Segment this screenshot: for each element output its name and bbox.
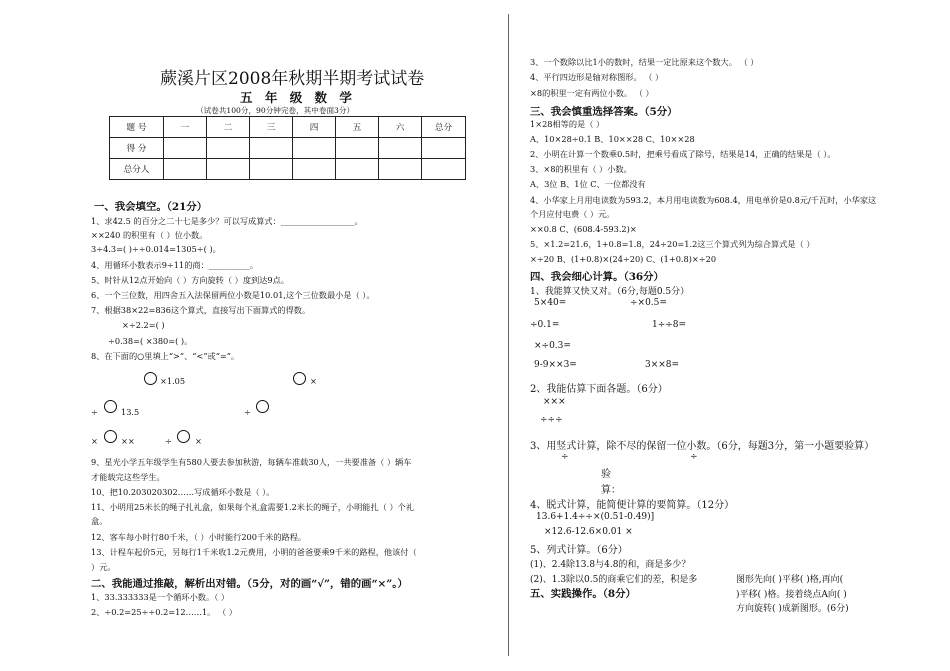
compare-circle[interactable] [104, 400, 117, 413]
expression-row: ×12.6-12.6×0.01 × [544, 527, 633, 537]
score-cell[interactable] [379, 138, 422, 159]
question-6: 6、一个三位数，用四舍五入法保留两位小数是10.01,这个三位数最小是（ ）。 [91, 290, 375, 300]
practice-text: 方向旋转( )成新图形。(6分) [736, 604, 849, 614]
question-4: 4、用循环小数表示9÷11的商：__________。 [91, 260, 258, 270]
score-table-header-row [110, 117, 466, 138]
calc-3-title: 3、用竖式计算，除不尽的保留一位小数。（6分，每题3分，第一小题要验算） [530, 441, 875, 452]
choice-4-options: ××0.8 C、(608.4-593.2)× [530, 224, 637, 234]
verify-label: 验 [601, 469, 611, 480]
question-9: 9、星光小学五年级学生有580人要去参加秋游，每辆车准载30人，一共要准备（ ）辆车 [91, 457, 412, 467]
score-cell[interactable] [293, 138, 336, 159]
exam-note: （试卷共100分，90分钟完卷，其中卷面3分） [196, 106, 355, 115]
score-cell[interactable] [250, 159, 293, 180]
exam-title: 蕨溪片区2008年秋期半期考试试卷 [160, 69, 425, 89]
compare-expr: × [310, 376, 317, 386]
question-12: 12、客车每小时行80千米，（ ）小时能行200千米的路程。 [91, 532, 307, 542]
question-11-cont: 盒。 [91, 516, 108, 526]
row-label: 总分人 [110, 159, 164, 180]
choice-1: 1×28相等的是（ ） [530, 119, 605, 129]
question-10: 10、把10.203020302……写成循环小数是（ ）。 [91, 487, 275, 497]
calc-4-title: 4、脱式计算，能简便计算的要简算。（12分） [530, 500, 735, 511]
calc-item: 9-9××3= [534, 360, 577, 370]
section-2-title: 二、我能通过推敲，解析出对错。（5分，对的画“√”，错的画“×”。） [91, 578, 408, 590]
judge-4: 4、平行四边形是轴对称图形。 （ ） [530, 72, 664, 82]
compare-expr: × [195, 436, 202, 446]
compare-expr: ×× [121, 436, 135, 446]
score-cell[interactable] [336, 159, 379, 180]
compare-expr: 13.5 [121, 407, 140, 417]
question-13: 13、计程车起价5元，另每行1千米收1.2元费用，小明的爸爸要乘9千米的路程，他该付（ [91, 547, 417, 557]
verify-label-2: 算： [601, 485, 621, 496]
column-divider [508, 14, 509, 656]
compare-circle[interactable] [104, 430, 117, 443]
header-cell: 二 [207, 117, 250, 138]
practice-text: 图形先向( )平移( )格,再向( [736, 575, 844, 585]
judge-1: 1、33.333333是一个循环小数。（ ） [91, 592, 230, 602]
header-cell: 一 [164, 117, 207, 138]
question-11: 11、小明用25米长的绳子扎礼盒，如果每个礼盒需要1.2米长的绳子，小明能扎（ ）个礼 [91, 502, 415, 512]
calc-item: 1÷÷8= [652, 320, 687, 330]
judge-2: 2、÷0.2=25÷÷0.2=12……1。 （ ） [91, 607, 237, 617]
compare-circle[interactable] [256, 400, 269, 413]
score-table-row [110, 138, 466, 159]
choice-4-cont: 个月应付电费（ ）元。 [530, 209, 615, 219]
question-9-cont: 才能载完这些学生。 [91, 472, 165, 482]
compare-circle[interactable] [293, 372, 306, 385]
section-5-title: 五、实践操作。（8分） [530, 588, 636, 600]
choice-5-options: ×÷20 B、(1+0.8)×(24÷20) C、(1+0.8)×÷20 [530, 254, 717, 264]
choice-3-options: A、3位 B、1位 C、一位都没有 [530, 179, 646, 189]
calc-5-title: 5、列式计算。（6分） [530, 545, 628, 556]
calc-item: 3××8= [645, 360, 680, 370]
question-3: 3÷4.3=( )÷÷0.014=1305÷( )。 [91, 244, 221, 254]
calc-1-title: 1、我能算又快又对。（6分,每题0.5分） [530, 287, 690, 297]
exam-subtitle: 五 年 级 数 学 [240, 90, 356, 105]
question-2: ××240 的积里有（ ）位小数。 [91, 230, 208, 240]
score-cell[interactable] [379, 159, 422, 180]
estimate-row: ÷÷÷ [540, 415, 563, 425]
choice-3: 3、×8的积里有（ ）小数。 [530, 164, 632, 174]
calc-item: ÷0.1= [530, 320, 560, 330]
header-cell: 总分 [422, 117, 466, 138]
score-cell[interactable] [422, 138, 466, 159]
judge-3: 3、一个数除以比1小的数时，结果一定比原来这个数大。 （ ） [530, 57, 759, 67]
section-4-title: 四、我会细心计算。（36分） [530, 271, 664, 283]
calc-item: ×÷0.3= [534, 341, 571, 351]
header-cell: 六 [379, 117, 422, 138]
judge-5: ×8的积里一定有两位小数。 （ ） [530, 88, 654, 98]
choice-2: 2、小明在计算一个数乘0.5时，把乘号看成了除号，结果是14，正确的结果是（ ）。 [530, 149, 836, 159]
header-cell: 五 [336, 117, 379, 138]
score-table [109, 116, 466, 180]
question-13-cont: ）元。 [91, 562, 116, 572]
section-1-title: 一、我会填空。（21分） [94, 201, 208, 213]
long-division: ÷ [690, 452, 698, 462]
score-cell[interactable] [336, 138, 379, 159]
score-cell[interactable] [207, 138, 250, 159]
score-cell[interactable] [164, 138, 207, 159]
score-cell[interactable] [250, 138, 293, 159]
compare-expr: ÷ [244, 407, 251, 417]
row-label: 得 分 [110, 138, 164, 159]
compare-expr: ×1.05 [160, 376, 186, 386]
long-division: ÷ [561, 452, 569, 462]
compare-circle[interactable] [177, 430, 190, 443]
question-7a: ×÷2.2=( ) [122, 320, 165, 330]
word-problem: (2)、1.3除以0.5的商乘它们的差，积是多 [530, 575, 698, 585]
compare-expr: ÷ [91, 407, 98, 417]
score-cell[interactable] [293, 159, 336, 180]
compare-expr: × [91, 436, 98, 446]
question-7b: ÷0.38=( ×380=( )。 [108, 336, 193, 346]
question-7: 7、根据38×22=836这个算式，直接写出下面算式的得数。 [91, 305, 311, 315]
score-cell[interactable] [207, 159, 250, 180]
compare-circle[interactable] [144, 372, 157, 385]
score-table-row [110, 159, 466, 180]
expression-row: 13.6+1.4÷÷×(0.51-0.49)] [536, 512, 655, 522]
calc-item: 5×40= [534, 298, 567, 308]
section-3-title: 三、我会慎重选择答案。（5分） [530, 106, 678, 118]
practice-text: )平移( )格。接着绕点A向( ) [736, 590, 847, 600]
question-1: 1、求42.5 的百分之二十七是多少？可以写成算式：__________________。 [91, 216, 363, 226]
calc-item: ÷×0.5= [630, 298, 667, 308]
question-8: 8、在下面的○里填上“>”、“<”或“=”。 [91, 351, 240, 361]
choice-4: 4、小华家上月用电读数为593.2，本月用电读数为608.4，用电单价是0.8元/千瓦时，小华家这 [530, 195, 877, 205]
compare-expr: ÷ [165, 436, 172, 446]
header-cell: 三 [250, 117, 293, 138]
calc-2-title: 2、我能估算下面各题。（6分） [530, 384, 668, 395]
choice-5: 5、×1.2=21.6，1+0.8=1.8，24÷20=1.2这三个算式列为综合算式是（ ） [530, 239, 815, 249]
score-cell[interactable] [164, 159, 207, 180]
estimate-row: ××× [543, 397, 566, 407]
score-cell[interactable] [422, 159, 466, 180]
header-cell: 四 [293, 117, 336, 138]
word-problem: (1)、2.4除13.8与4.8的和，商是多少？ [530, 560, 691, 570]
question-5: 5、时针从12点开始向（ ）方向旋转（ ）度到达9点。 [91, 275, 289, 285]
header-cell: 题 号 [110, 117, 164, 138]
choice-1-options: A、10×28÷0.1 B、10××28 C、10××28 [530, 134, 695, 144]
